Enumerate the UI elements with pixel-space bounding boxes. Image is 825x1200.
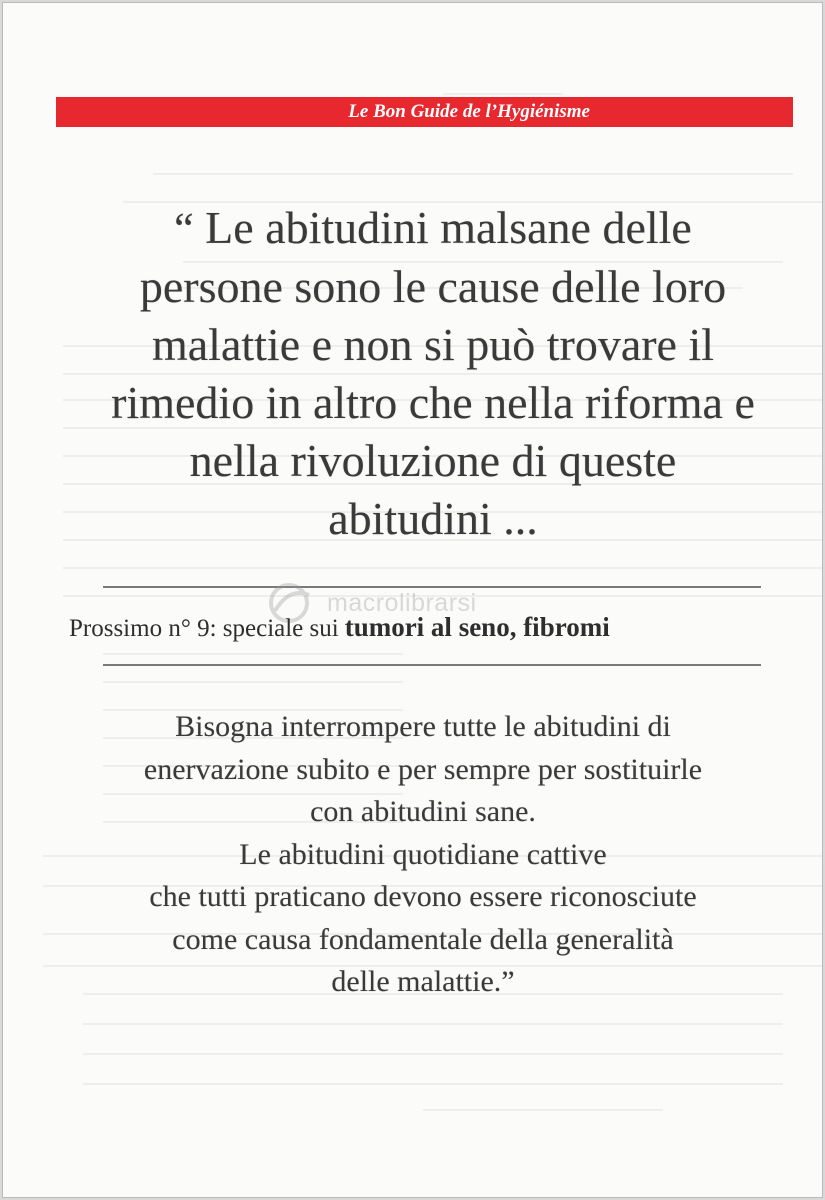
body-quote-line: delle malattie.”: [331, 965, 515, 998]
watermark-text: macrolibrarsi: [327, 589, 477, 617]
document-page: [2, 2, 823, 1198]
quote-line: rimedio in altro che nella riforma e: [111, 377, 755, 428]
quote-line: nella rivoluzione di queste: [189, 435, 677, 486]
body-quote: [43, 706, 803, 1004]
body-quote-line: Bisogna interrompere tutte le abitudini di: [175, 710, 671, 743]
body-quote-line: come causa fondamentale della generalità: [172, 922, 674, 956]
next-issue-prefix: Prossimo n° 9: speciale sui: [69, 615, 339, 642]
header-title: Le Bon Guide de l’Hygiénisme: [348, 101, 590, 122]
next-issue-topic: tumori al seno, fibromi: [344, 612, 610, 642]
quote-line: “ Le abitudini malsane delle: [174, 202, 692, 253]
body-quote-line: Le abitudini quotidiane cattive: [239, 837, 607, 871]
divider-bottom: [103, 664, 761, 666]
quote-line: abitudini ...: [328, 493, 538, 544]
quote-line: persone sono le cause delle loro: [139, 261, 727, 312]
quote-line: malattie e non si può trovare il: [151, 319, 715, 370]
body-quote-line: con abitudini sane.: [310, 795, 536, 828]
body-quote-line: che tutti praticano devono essere riconosciute: [149, 880, 697, 913]
main-quote: [83, 199, 783, 548]
body-quote-line: enervazione subito e per sempre per sostituirle: [143, 752, 703, 786]
opening-quote-mark: “: [174, 204, 194, 253]
header-title-bar: [56, 97, 793, 127]
next-issue-line: [69, 610, 789, 646]
